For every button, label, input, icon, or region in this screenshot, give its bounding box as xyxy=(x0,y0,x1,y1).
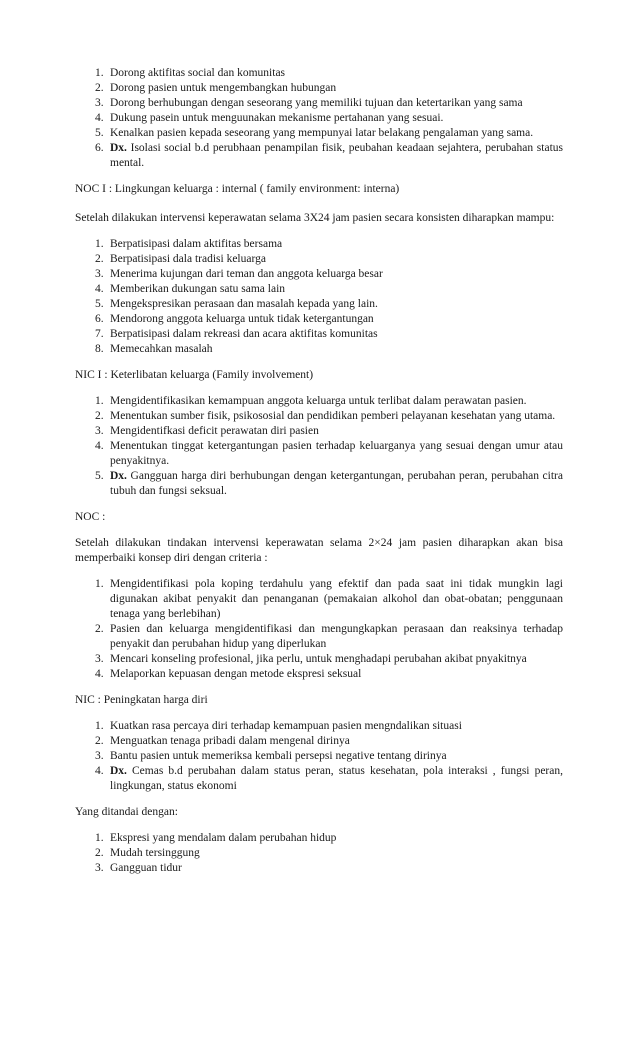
list-number: 3. xyxy=(95,97,104,109)
list-item xyxy=(75,342,563,357)
list-item xyxy=(75,237,563,252)
list-item-text: Bantu pasien untuk memeriksa kembali persepsi negative tentang dirinya xyxy=(110,750,447,762)
list-item xyxy=(75,469,563,499)
noc2-heading: NOC : xyxy=(75,511,106,523)
list-item-text: Kenalkan pasien kepada seseorang yang mempunyai latar belakang pengalaman yang sama. xyxy=(110,127,534,139)
signs-heading: Yang ditandai dengan: xyxy=(75,806,178,818)
list-item-text: Berpatisipasi dala tradisi keluarga xyxy=(110,253,266,265)
list-item-text: Mengidentifkasi deficit perawatan diri pasien xyxy=(110,425,319,437)
list-item xyxy=(75,252,563,267)
list-item-text: Dorong aktifitas social dan komunitas xyxy=(110,67,286,79)
list-number: 6. xyxy=(95,142,104,154)
list-item-text: Mencari konseling profesional, jika perlu, untuk menghadapi perubahan akibat pnyakitnya xyxy=(110,653,527,665)
list-item-text: Memecahkan masalah xyxy=(110,343,213,355)
list-item-text: Menentukan tinggat ketergantungan pasien terhadap keluarganya yang sesuai dengan umur atau penyakitnya. xyxy=(110,440,563,467)
list-item xyxy=(75,764,563,794)
list-item-text: Memberikan dukungan satu sama lain xyxy=(110,283,286,295)
list-number: 2. xyxy=(95,410,104,422)
list-number: 4. xyxy=(95,440,104,452)
list-signs xyxy=(75,831,563,876)
list-number: 1. xyxy=(95,238,104,250)
noc2-intro: Setelah dilakukan tindakan intervensi keperawatan selama 2×24 jam pasien diharapkan akan bisa memperbaiki konsep diri dengan criteria : xyxy=(75,537,563,564)
diagnosis-label: Dx. xyxy=(110,765,127,777)
list-number: 3. xyxy=(95,268,104,280)
list-item-text: Pasien dan keluarga mengidentifikasi dan mengungkapkan perasaan dan reaksinya terhadap penyakit dan perubahan hidup yang diperlukan xyxy=(110,623,563,650)
nic1-heading: NIC I : Keterlibatan keluarga (Family involvement) xyxy=(75,369,314,381)
list-item xyxy=(75,622,563,652)
list-item-text: Mengekspresikan perasaan dan masalah kepada yang lain. xyxy=(110,298,378,310)
list-item xyxy=(75,719,563,734)
list-number: 4. xyxy=(95,765,104,777)
list-item xyxy=(75,96,563,111)
list-item-text: Menguatkan tenaga pribadi dalam mengenal dirinya xyxy=(110,735,350,747)
list-item xyxy=(75,81,563,96)
list-number: 6. xyxy=(95,313,104,325)
list-item-text: Ekspresi yang mendalam dalam perubahan hidup xyxy=(110,832,337,844)
list-number: 3. xyxy=(95,425,104,437)
list-noc2-criteria xyxy=(75,577,563,682)
list-item-text: Kuatkan rasa percaya diri terhadap kemampuan pasien mengndalikan situasi xyxy=(110,720,462,732)
list-item xyxy=(75,734,563,749)
list-number: 2. xyxy=(95,82,104,94)
list-item-text: Berpatisipasi dalam rekreasi dan acara aktifitas komunitas xyxy=(110,328,378,340)
list-item-text: Mendorong anggota keluarga untuk tidak ketergantungan xyxy=(110,313,374,325)
list-number: 1. xyxy=(95,395,104,407)
list-item xyxy=(75,312,563,327)
list-number: 8. xyxy=(95,343,104,355)
list-number: 4. xyxy=(95,283,104,295)
list-item-text: Gangguan harga diri berhubungan dengan ketergantungan, perubahan peran, perubahan citra tubuh dan fungsi seksual. xyxy=(110,470,563,497)
list-number: 5. xyxy=(95,470,104,482)
list-item xyxy=(75,297,563,312)
list-item-text: Menerima kujungan dari teman dan anggota keluarga besar xyxy=(110,268,383,280)
list-number: 1. xyxy=(95,720,104,732)
list-item xyxy=(75,126,563,141)
list-item-text: Cemas b.d perubahan dalam status peran, status kesehatan, pola interaksi , fungsi peran, lingkungan, status ekonomi xyxy=(110,765,563,792)
list-item-text: Mudah tersinggung xyxy=(110,847,200,859)
list-number: 3. xyxy=(95,653,104,665)
list-number: 2. xyxy=(95,623,104,635)
diagnosis-label: Dx. xyxy=(110,142,127,154)
list-item-text: Melaporkan kepuasan dengan metode ekspresi seksual xyxy=(110,668,362,680)
list-item xyxy=(75,394,563,409)
list-item xyxy=(75,577,563,622)
list-item xyxy=(75,846,563,861)
list-number: 2. xyxy=(95,735,104,747)
list-item xyxy=(75,327,563,342)
list-item-text: Berpatisipasi dalam aktifitas bersama xyxy=(110,238,283,250)
list-item-text: Menentukan sumber fisik, psikososial dan pendidikan pemberi pelayanan kesehatan yang utama. xyxy=(110,410,556,422)
list-item-text: Isolasi social b.d perubhaan penampilan fisik, peubahan keadaan sejahtera, perubahan status mental. xyxy=(110,142,563,169)
list-number: 3. xyxy=(95,862,104,874)
list-item-text: Mengidentifikasikan kemampuan anggota keluarga untuk terlibat dalam perawatan pasien. xyxy=(110,395,527,407)
list-item xyxy=(75,409,563,424)
list-item xyxy=(75,667,563,682)
list-item-text: Mengidentifikasi pola koping terdahulu yang efektif dan pada saat ini tidak mungkin lagi digunakan akibat penyakit dan penanganan (pemakaian alkohol dan obat-obatan; penggunaan tenaga yang berlebihan) xyxy=(110,578,563,620)
list-item xyxy=(75,831,563,846)
list-number: 7. xyxy=(95,328,104,340)
noc1-intro: Setelah dilakukan intervensi keperawatan selama 3X24 jam pasien secara konsisten diharapkan mampu: xyxy=(75,212,555,224)
list-number: 2. xyxy=(95,253,104,265)
list-number: 2. xyxy=(95,847,104,859)
list-item xyxy=(75,424,563,439)
diagnosis-label: Dx. xyxy=(110,470,127,482)
list-item xyxy=(75,861,563,876)
list-item-text: Dorong berhubungan dengan seseorang yang memiliki tujuan dan ketertarikan yang sama xyxy=(110,97,523,109)
list-item-text: Gangguan tidur xyxy=(110,862,182,874)
list-item xyxy=(75,141,563,171)
list-number: 4. xyxy=(95,112,104,124)
list-number: 4. xyxy=(95,668,104,680)
list-number: 3. xyxy=(95,750,104,762)
list-item xyxy=(75,439,563,469)
list-item xyxy=(75,267,563,282)
list-item xyxy=(75,652,563,667)
list-social-isolation xyxy=(75,66,563,171)
list-number: 1. xyxy=(95,578,104,590)
list-number: 1. xyxy=(95,67,104,79)
list-item-text: Dorong pasien untuk mengembangkan hubungan xyxy=(110,82,337,94)
list-item xyxy=(75,66,563,81)
nic2-heading: NIC : Peningkatan harga diri xyxy=(75,694,208,706)
list-noc1-outcomes xyxy=(75,237,563,357)
list-item xyxy=(75,111,563,126)
list-item-text: Dukung pasein untuk menguunakan mekanisme pertahanan yang sesuai. xyxy=(110,112,444,124)
list-number: 5. xyxy=(95,298,104,310)
noc1-heading: NOC I : Lingkungan keluarga : internal ( family environment: interna) xyxy=(75,183,400,195)
list-nic1-interventions xyxy=(75,394,563,499)
list-number: 5. xyxy=(95,127,104,139)
list-item xyxy=(75,749,563,764)
list-item xyxy=(75,282,563,297)
list-number: 1. xyxy=(95,832,104,844)
list-nic2-interventions xyxy=(75,719,563,794)
document-body xyxy=(75,66,563,876)
